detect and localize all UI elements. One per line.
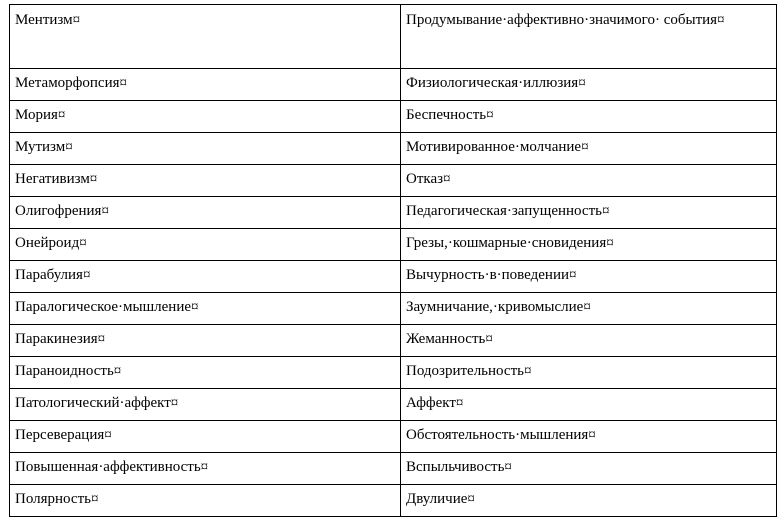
table-row — [10, 69, 777, 101]
table-cell-equivalent: Вычурность·в·поведении¤ — [401, 261, 777, 293]
table-row — [10, 5, 777, 69]
table-cell-equivalent: Продумывание·аффективно·значимого· события¤ — [401, 5, 777, 69]
table-cell-equivalent: Педагогическая·запущенность¤ — [401, 197, 777, 229]
table-cell-term: Парабулия¤ — [10, 261, 401, 293]
table-cell-term: Параноидность¤ — [10, 357, 401, 389]
table-row — [10, 485, 777, 517]
table-cell-equivalent: Физиологическая·иллюзия¤ — [401, 69, 777, 101]
table-cell-equivalent: Грезы,·кошмарные·сновидения¤ — [401, 229, 777, 261]
table-cell-term: Мутизм¤ — [10, 133, 401, 165]
table-cell-term: Полярность¤ — [10, 485, 401, 517]
table-row — [10, 389, 777, 421]
table-row — [10, 261, 777, 293]
table-cell-equivalent: Заумничание,·кривомыслие¤ — [401, 293, 777, 325]
table-cell-equivalent: Обстоятельность·мышления¤ — [401, 421, 777, 453]
table-cell-term: Ментизм¤ — [10, 5, 401, 69]
table-row — [10, 197, 777, 229]
table-row — [10, 133, 777, 165]
table-cell-term: Патологический·аффект¤ — [10, 389, 401, 421]
table-cell-equivalent: Беспечность¤ — [401, 101, 777, 133]
table-row — [10, 101, 777, 133]
table-cell-term: Метаморфопсия¤ — [10, 69, 401, 101]
table-cell-term: Повышенная·аффективность¤ — [10, 453, 401, 485]
table-row — [10, 165, 777, 197]
table-cell-equivalent: Жеманность¤ — [401, 325, 777, 357]
table-cell-term: Персеверация¤ — [10, 421, 401, 453]
table-cell-term: Онейроид¤ — [10, 229, 401, 261]
table-cell-term: Негативизм¤ — [10, 165, 401, 197]
terms-table — [9, 4, 777, 517]
table-cell-term: Паралогическое·мышление¤ — [10, 293, 401, 325]
table-cell-term: Олигофрения¤ — [10, 197, 401, 229]
table-cell-equivalent: Подозрительность¤ — [401, 357, 777, 389]
table-cell-equivalent: Отказ¤ — [401, 165, 777, 197]
table-row — [10, 293, 777, 325]
table-row — [10, 229, 777, 261]
table-row — [10, 453, 777, 485]
table-cell-equivalent: Аффект¤ — [401, 389, 777, 421]
table-row — [10, 357, 777, 389]
table-cell-equivalent: Вспыльчивость¤ — [401, 453, 777, 485]
table-cell-equivalent: Мотивированное·молчание¤ — [401, 133, 777, 165]
table-cell-term: Паракинезия¤ — [10, 325, 401, 357]
table-cell-equivalent: Двуличие¤ — [401, 485, 777, 517]
table-cell-term: Мория¤ — [10, 101, 401, 133]
table-row — [10, 325, 777, 357]
table-row — [10, 421, 777, 453]
